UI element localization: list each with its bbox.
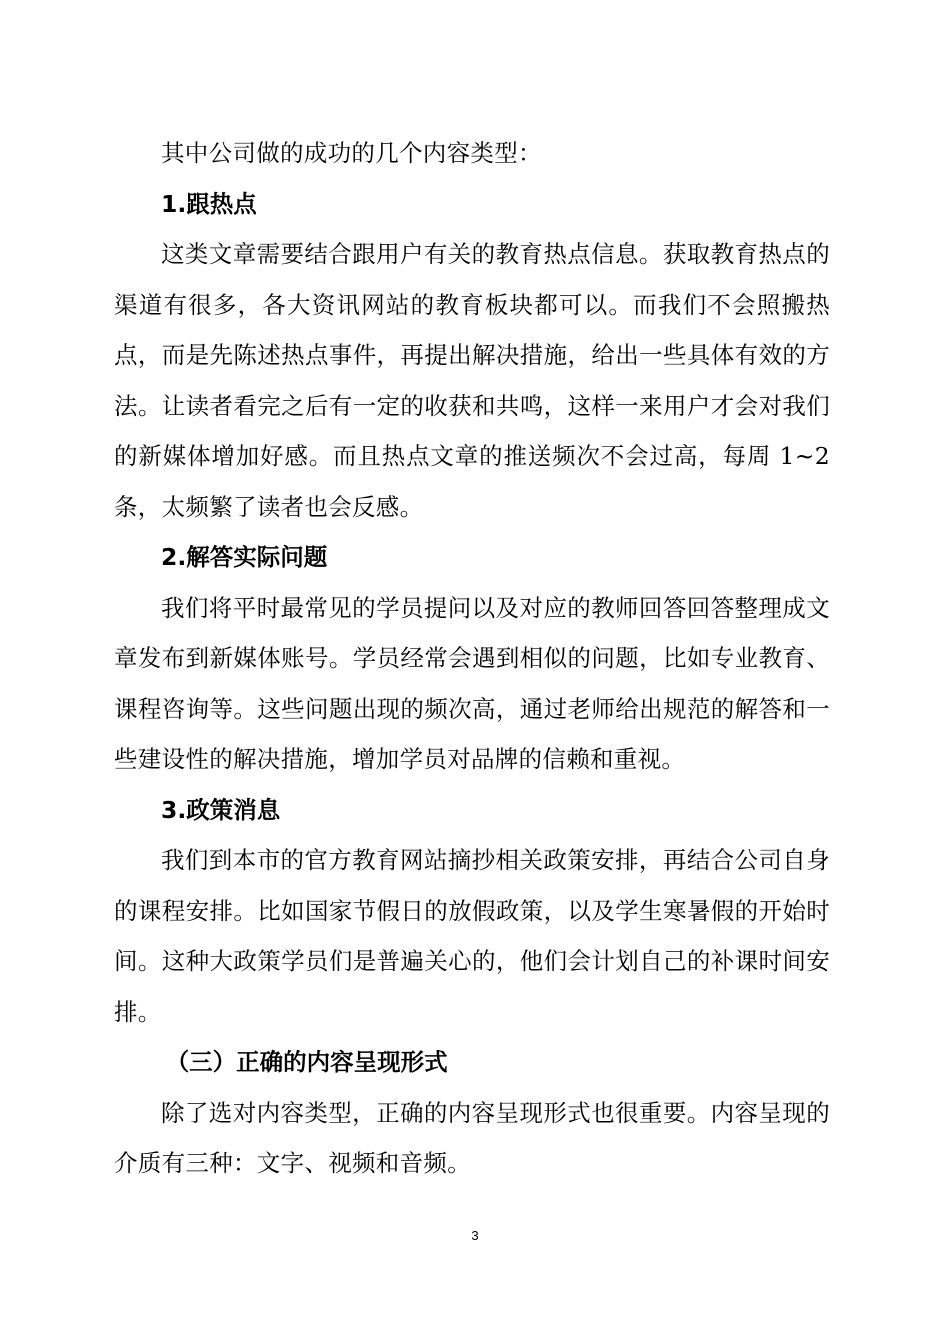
heading-answer-questions: 2.解答实际问题 xyxy=(161,543,328,571)
document-page xyxy=(114,128,830,1189)
intro-paragraph: 其中公司做的成功的几个内容类型： xyxy=(161,139,542,167)
page-number: 3 xyxy=(471,1228,479,1243)
questions-paragraph: 我们将平时最常见的学员提问以及对应的教师回答回答整理成文章发布到新媒体账号。学员经常会遇到相似的问题，比如专业教育、课程咨询等。这些问题出现的频次高，通过老师给出规范的解答和一些建设性的解决措施，增加学员对品牌的信赖和重视。 xyxy=(114,593,830,773)
policy-paragraph: 我们到本市的官方教育网站摘抄相关政策安排，再结合公司自身的课程安排。比如国家节假日的放假政策，以及学生寒暑假的开始时间。这种大政策学员们是普遍关心的，他们会计划自己的补课时间安排。 xyxy=(114,846,830,1026)
heading-content-presentation: （三）正确的内容呈现形式 xyxy=(165,1048,448,1076)
hotspots-paragraph: 这类文章需要结合跟用户有关的教育热点信息。获取教育热点的渠道有很多，各大资讯网站的教育板块都可以。而我们不会照搬热点，而是先陈述热点事件，再提出解决措施，给出一些具体有效的方法。让读者看完之后有一定的收获和共鸣，这样一来用户才会对我们的新媒体增加好感。而且热点文章的推送频次不会过高，每周 1~2 条，太频繁了读者也会反感。 xyxy=(114,240,830,521)
presentation-paragraph: 除了选对内容类型，正确的内容呈现形式也很重要。内容呈现的介质有三种：文字、视频和音频。 xyxy=(114,1098,830,1177)
heading-policy-news: 3.政策消息 xyxy=(161,795,281,824)
heading-follow-hotspots: 1.跟热点 xyxy=(161,189,257,218)
